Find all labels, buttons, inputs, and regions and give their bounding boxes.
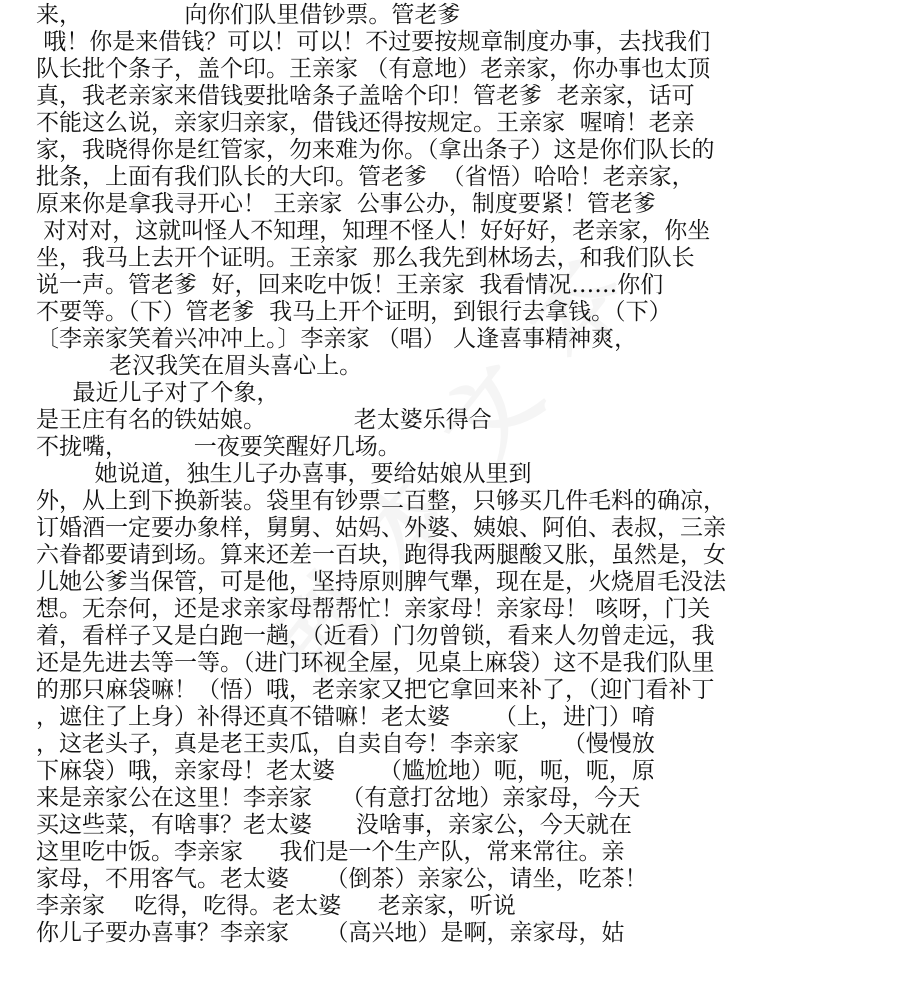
text-line: 不要等。（下）管老爹 我马上开个证明，到银行去拿钱。（下） (36, 299, 672, 325)
text-line: 坐，我马上去开个证明。王亲家 那么我先到林场去，和我们队长 (36, 245, 695, 271)
text-line: ，遮住了上身）补得还真不错嘛！老太婆 （上，进门）唷 (36, 704, 655, 730)
text-line: 儿她公爹当保管，可是他，坚持原则脾气犟，现在是，火烧眉毛没法 (36, 569, 726, 595)
text-line: 家母，不用客气。老太婆 （倒茶）亲家公，请坐，吃茶！ (36, 866, 648, 892)
text-line: 六眷都要请到场。算来还差一百块，跑得我两腿酸又胀，虽然是，女 (36, 542, 726, 568)
text-line: 对对对，这就叫怪人不知理，知理不怪人！好好好，老亲家，你坐 (36, 218, 711, 244)
text-line: 家，我晓得你是红管家，勿来难为你。（拿出条子）这是你们队长的 (36, 137, 715, 163)
text-line: ，这老头子，真是老王卖瓜，自卖自夸！李亲家 （慢慢放 (36, 731, 655, 757)
text-line: 李亲家 吃得，吃得。老太婆 老亲家，听说 (36, 893, 516, 919)
text-line: 真，我老亲家来借钱要批啥条子盖啥个印！管老爹 老亲家，话可 (36, 83, 695, 109)
text-line: 最近儿子对了个象， (36, 380, 280, 406)
text-line: 不能这么说，亲家归亲家，借钱还得按规定。王亲家 喔唷！老亲 (36, 110, 695, 136)
text-line: 的那只麻袋嘛！（悟）哦，老亲家又把它拿回来补了，（迎门看补丁 (36, 677, 715, 703)
text-line: 来， 向你们队里借钞票。管老爹 (36, 2, 461, 28)
text-line: 你儿子要办喜事？李亲家 （高兴地）是啊，亲家母，姑 (36, 920, 625, 946)
text-line: 订婚酒一定要办象样，舅舅、姑妈、外婆、姨娘、阿伯、表叔，三亲 (36, 515, 726, 541)
text-line: 下麻袋）哦，亲家母！老太婆 （尴尬地）呃，呃，呃，原 (36, 758, 655, 784)
text-line: 不拢嘴， 一夜要笑醒好几场。 (36, 434, 401, 460)
text-line: 想。无奈何，还是求亲家母帮帮忙！亲家母！亲家母！ 咳呀，门关 (36, 596, 711, 622)
text-line: 批条，上面有我们队长的大印。管老爹 （省悟）哈哈！老亲家， (36, 164, 695, 190)
text-line: 买这些菜，有啥事？老太婆 没啥事，亲家公，今天就在 (36, 812, 632, 838)
text-line: 队长批个条子，盖个印。王亲家 （有意地）老亲家，你办事也太顶 (36, 56, 711, 82)
script-text (36, 2, 886, 947)
text-line: 外，从上到下换新装。袋里有钞票二百整，只够买几件毛料的确凉， (36, 488, 726, 514)
text-line: 〔李亲家笑着兴冲冲上。〕李亲家 （唱） 人逢喜事精神爽， (36, 326, 638, 352)
text-line: 哦！你是来借钱？可以！可以！不过要按规章制度办事，去找我们 (36, 29, 711, 55)
text-line: 还是先进去等一等。（进门环视全屋，见桌上麻袋）这不是我们队里 (36, 650, 715, 676)
text-line: 来是亲家公在这里！李亲家 （有意打岔地）亲家母，今天 (36, 785, 641, 811)
text-line: 说一声。管老爹 好，回来吃中饭！王亲家 我看情况……你们 (36, 272, 664, 298)
text-line: 原来你是拿我寻开心！ 王亲家 公事公办，制度要紧！管老爹 (36, 191, 656, 217)
text-line: 是王庄有名的铁姑娘。 老太婆乐得合 (36, 407, 492, 433)
text-line: 她说道，独生儿子办喜事，要给姑娘从里到 (36, 461, 532, 487)
text-line: 着，看样子又是白跑一趟，（近看）门勿曾锁，看来人勿曾走远，我 (36, 623, 715, 649)
text-line: 老汉我笑在眉头喜心上。 (36, 353, 363, 379)
text-line: 这里吃中饭。李亲家 我们是一个生产队，常来常往。亲 (36, 839, 625, 865)
